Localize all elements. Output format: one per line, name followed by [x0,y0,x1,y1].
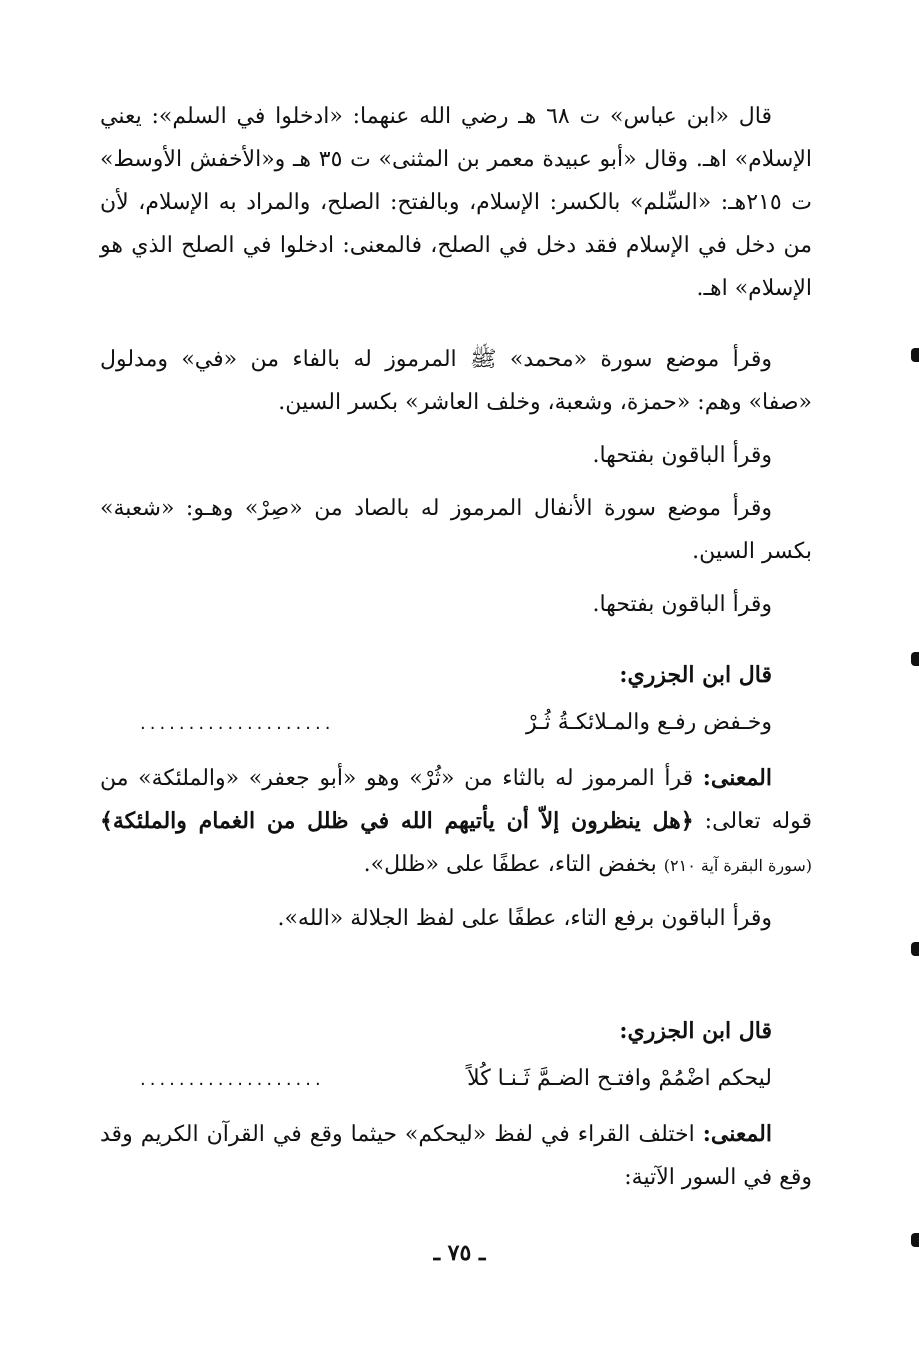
meaning-label-2: المعنى: [702,1121,772,1147]
page-number: ـ ٧٥ ـ [433,1240,486,1266]
paragraph-3: وقرأ الباقون بفتحها. [592,443,772,468]
verse-2 [100,1057,812,1101]
quran-reference: (سورة البقرة آية ٢١٠) [663,856,812,875]
binding-mark [911,348,919,362]
paragraph-6-text-a: قرأ المرموز له بالثاء من «ثُرْ» وهو «أبو جعفر» «والملئكة» من قوله تعالى: [100,766,813,834]
page-body [100,95,812,1209]
paragraph-8-text: اختلف القراء في لفظ «ليحكم» حيثما وقع في القرآن الكريم وقد وقع في السور الآتية: [100,1122,812,1190]
paragraph-7: وقرأ الباقون برفع التاء، عطفًا على لفظ الجلالة «الله». [277,906,772,931]
paragraph-2: وقرأ موضع سورة «محمد» ﷺ المرموز له بالفاء من «في» ومدلول «صفا» وهم: «حمزة، وشعبة، وخلف العاشر» بكسر السين. [100,347,812,415]
paragraph-5: وقرأ الباقون بفتحها. [592,592,772,617]
quran-quote: ﴿هل ينظرون إلاّ أن يأتيهم الله في ظلل من الغمام والملئكة﴾ [100,808,694,834]
paragraph-8 [100,1113,812,1199]
verse-2-text: ليحكم اضْمُمْ وافتـح الضـمَّ ثَـنـا كُلاً [467,1066,772,1091]
paragraph-1: قال «ابن عباس» ت ٦٨ هـ رضي الله عنهما: «ادخلوا في السلم»: يعني الإسلام» اهـ. وقال «أبو عبيدة معمر بن المثنى» ت ٣٥ هـ و«الأخفش الأوسط» ت ٢١٥هـ: «السِّلم» بالكسر: الإسلام، وبالفتح: الصلح، والمراد به الإسلام، لأن من دخل في الإسلام فقد دخل في الصلح، فالمعنى: ادخلوا في الصلح الذي هو الإسلام» اهـ. [100,104,813,301]
paragraph-6 [100,757,812,887]
verse-2-dots: ................... [140,1069,325,1090]
section-heading-2: قال ابن الجزري: [619,1018,772,1044]
verse-1-text: وخـفض رفـع والمـلائكـةُ ثُـرْ [526,710,772,735]
binding-mark [911,942,919,956]
binding-mark [911,1233,919,1247]
binding-mark [911,652,919,666]
paragraph-6-text-b: بخفض التاء، عطفًا على «ظلل». [363,852,657,877]
verse-1-dots: .................... [140,713,335,734]
verse-1 [100,701,812,745]
paragraph-4: وقرأ موضع سورة الأنفال المرموز له بالصاد من «صِرْ» وهـو: «شعبة» بكسر السين. [100,496,812,564]
section-heading-1: قال ابن الجزري: [619,662,772,688]
meaning-label-1: المعنى: [702,765,772,791]
